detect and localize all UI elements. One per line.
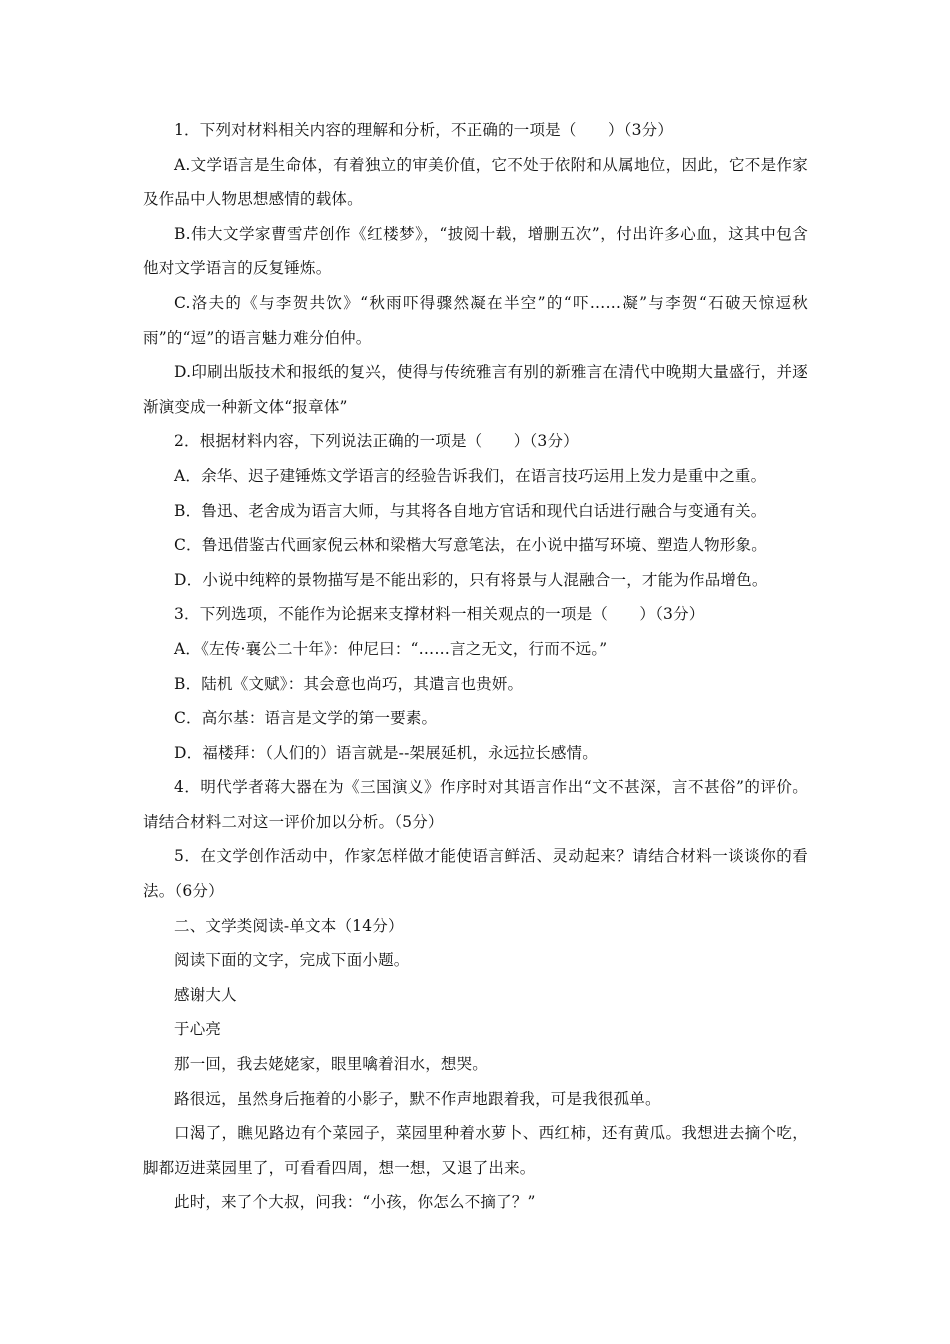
story-paragraph: 那一回，我去姥姥家，眼里噙着泪水，想哭。: [174, 1055, 489, 1074]
story-paragraph: 路很远，虽然身后拖着的小影子，默不作声地跟着我，可是我很孤单。: [174, 1089, 661, 1108]
document-body: [143, 113, 808, 1220]
question-1-option-b: B.伟大文学家曹雪芹创作《红楼梦》，“披阅十载，增删五次”，付出许多心血，这其中包含他对文学语言的反复锤炼。: [143, 224, 808, 278]
story-title: 感谢大人: [174, 985, 237, 1004]
question-3-option-a: A．《左传·襄公二十年》：仲尼曰：“……言之无文，行而不远。”: [174, 639, 608, 658]
question-2-option-d: D．小说中纯粹的景物描写是不能出彩的，只有将景与人混融合一，才能为作品增色。: [174, 570, 768, 589]
question-2-stem: 2．根据材料内容，下列说法正确的一项是（ ）（3分）: [174, 432, 579, 451]
question-2-option-a: A．余华、迟子建锤炼文学语言的经验告诉我们，在语言技巧运用上发力是重中之重。: [174, 466, 767, 485]
question-4: 4．明代学者蒋大器在为《三国演义》作序时对其语言作出“文不甚深，言不甚俗”的评价。请结合材料二对这一评价加以分析。（5分）: [143, 778, 808, 831]
question-3-stem: 3．下列选项，不能作为论据来支撑材料一相关观点的一项是（ ）（3分）: [174, 605, 705, 624]
question-1-option-d: D.印刷出版技术和报纸的复兴，使得与传统雅言有别的新雅言在清代中晚期大量盛行，并逐渐演变成一种新文体“报章体”: [143, 363, 808, 416]
story-paragraph: 此时，来了个大叔，问我：“小孩，你怎么不摘了？”: [174, 1193, 536, 1212]
question-2-option-c: C．鲁迅借鉴古代画家倪云林和梁楷大写意笔法，在小说中描写环境、塑造人物形象。: [174, 536, 767, 555]
question-1-option-a: A.文学语言是生命体，有着独立的审美价值，它不处于依附和从属地位，因此，它不是作家及作品中人物思想感情的载体。: [143, 155, 808, 209]
question-3-option-b: B．陆机《文赋》：其会意也尚巧，其遣言也贵妍。: [174, 674, 524, 693]
question-1-stem: 1．下列对材料相关内容的理解和分析，不正确的一项是（ ）（3分）: [174, 121, 674, 139]
question-5: 5．在文学创作活动中，作家怎样做才能使语言鲜活、灵动起来？请结合材料一谈谈你的看法。（6分）: [143, 847, 808, 901]
section-instruction: 阅读下面的文字，完成下面小题。: [174, 951, 410, 970]
story-paragraph: 口渴了，瞧见路边有个菜园子，菜园里种着水萝卜、西红柿，还有黄瓜。我想进去摘个吃，脚都迈进菜园里了，可看看四周，想一想，又退了出来。: [143, 1124, 808, 1177]
question-3-option-d: D．福楼拜：（人们的）语言就是--架展延机，永远拉长感情。: [174, 743, 598, 762]
question-3-option-c: C．高尔基：语言是文学的第一要素。: [174, 709, 438, 728]
question-1-option-c: C.洛夫的《与李贺共饮》“秋雨吓得骤然凝在半空”的“吓……凝”与李贺“石破天惊逗秋雨”的“逗”的语言魅力难分伯仲。: [143, 293, 808, 347]
question-2-option-b: B．鲁迅、老舍成为语言大师，与其将各自地方官话和现代白话进行融合与变通有关。: [174, 501, 767, 520]
section-heading: 二、文学类阅读-单文本（14分）: [174, 916, 404, 935]
story-author: 于心亮: [174, 1020, 222, 1039]
